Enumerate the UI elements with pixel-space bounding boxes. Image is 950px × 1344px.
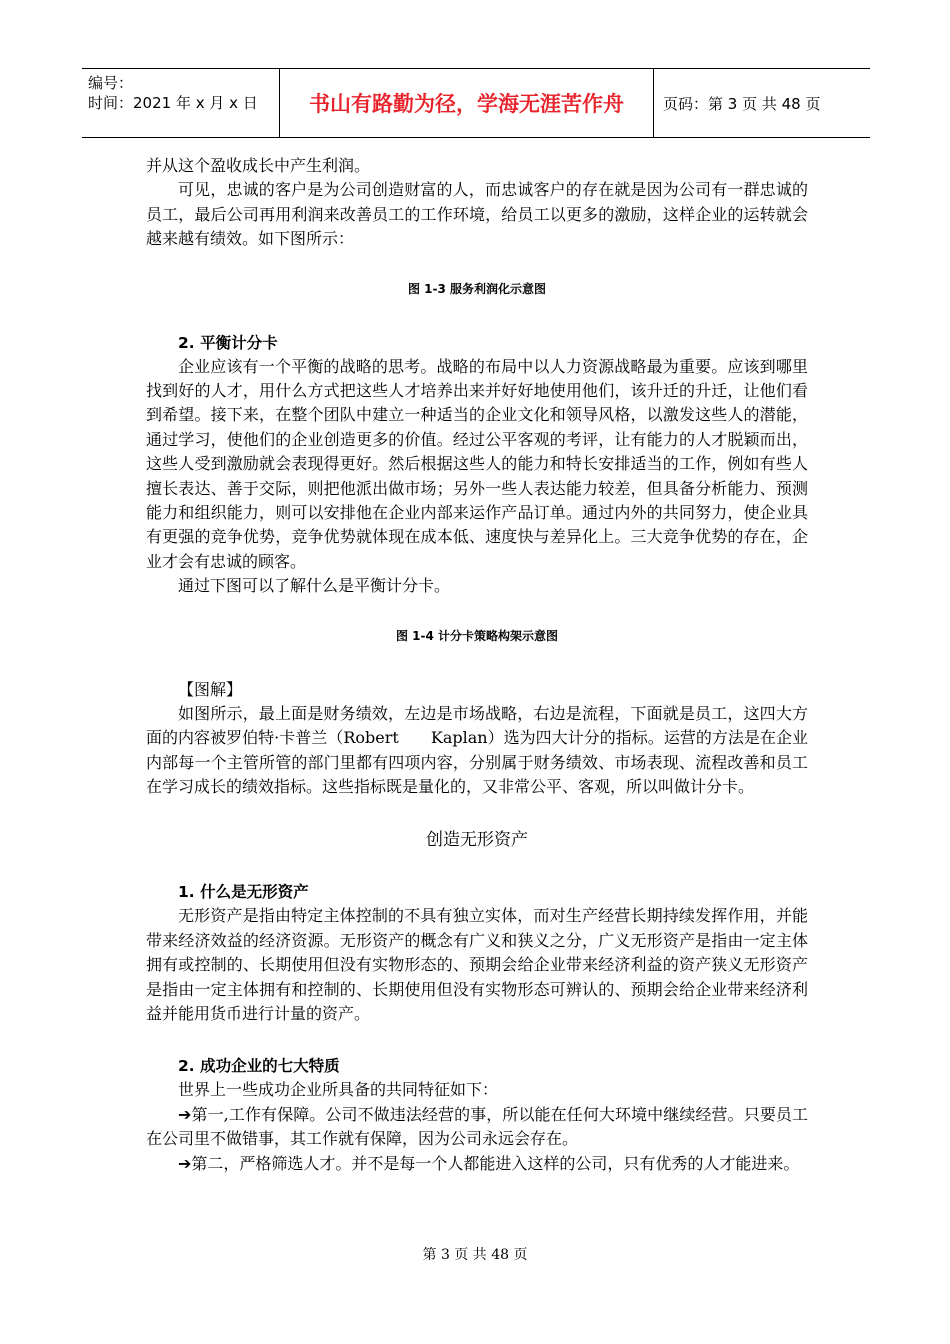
paragraph: 企业应该有一个平衡的战略的思考。战略的布局中以人力资源战略最为重要。应该到哪里找到好的人才，用什么方式把这些人才培养出来并好好地使用他们，该升迁的升迁，让他们看到希望。接下来，在整个团队中建立一种适当的企业文化和领导风格，以激发这些人的潜能，通过学习，使他们的企业创造更多的价值。经过公平客观的考评，让有能力的人才脱颖而出，这些人受到激励就会表现得更好。然后根据这些人的能力和特长安排适当的工作，例如有些人擅长表达、善于交际，则把他派出做市场；另外一些人表达能力较差，但具备分析能力、预测能力和组织能力，则可以安排他在企业内部来运作产品订单。通过内外的共同努力，使企业具有更强的竞争优势，竞争优势就体现在成本低、速度快与差异化上。三大竞争优势的存在，企业才会有忠诚的顾客。 — [146, 356, 808, 571]
date-label: 时间：2021 年 x 月 x 日 — [88, 94, 258, 112]
paragraph: 通过下图可以了解什么是平衡计分卡。 — [178, 576, 451, 596]
section-heading: 2. 平衡计分卡 — [178, 333, 278, 352]
arrow-icon: ➔ — [178, 1104, 192, 1124]
document-body — [146, 154, 808, 1176]
chapter-title: 创造无形资产 — [426, 830, 528, 851]
header-motto: 书山有路勤为径，学海无涯苦作舟 — [280, 69, 654, 137]
bullet-item — [146, 1152, 808, 1176]
page-header — [82, 68, 870, 138]
bullet-text: 第一,工作有保障。公司不做违法经营的事，所以能在任何大环境中继续经营。只要员工在公司里不做错事，其工作就有保障，因为公司永远会存在。 — [146, 1104, 808, 1149]
section-heading: 2. 成功企业的七大特质 — [178, 1057, 340, 1076]
section-heading: 1. 什么是无形资产 — [178, 883, 309, 902]
page-footer: 第 3 页 共 48 页 — [422, 1247, 528, 1263]
bullet-text: 第二，严格筛选人才。并不是每一个人都能进入这样的公司，只有优秀的人才能进来。 — [191, 1153, 800, 1173]
paragraph: 并从这个盈收成长中产生利润。 — [146, 156, 371, 175]
code-label: 编号： — [88, 74, 134, 92]
figure-caption: 图 1-4 计分卡策略构架示意图 — [395, 628, 559, 643]
paragraph: 无形资产是指由特定主体控制的不具有独立实体，而对生产经营长期持续发挥作用，并能带来经济效益的经济资源。无形资产的概念有广义和狭义之分，广义无形资产是指由一定主体拥有或控制的、长期使用但没有实物形态的、预期会给企业带来经济利益的资产狭义无形资产是指由一定主体拥有和控制的、长期使用但没有实物形态可辨认的、预期会给企业带来经济利益并能用货币进行计量的资产。 — [146, 906, 808, 1023]
paragraph: 如图所示，最上面是财务绩效，左边是市场战略，右边是流程，下面就是员工，这四大方面的内容被罗伯特·卡普兰（Robert Kaplan）选为四大计分的指标。运营的方法是在企业内部每一个主管所管的部门里都有四项内容，分别属于财务绩效、市场表现、流程改善和员工在学习成长的绩效指标。这些指标既是量化的，又非常公平、客观，所以叫做计分卡。 — [146, 703, 808, 796]
header-meta — [82, 69, 280, 137]
arrow-icon: ➔ — [178, 1153, 192, 1173]
figure-caption: 图 1-3 服务利润化示意图 — [407, 281, 547, 296]
paragraph: 世界上一些成功企业所具备的共同特征如下： — [178, 1080, 499, 1100]
header-page-info: 页码：第 3 页 共 48 页 — [663, 94, 821, 113]
paragraph: 可见，忠诚的客户是为公司创造财富的人，而忠诚客户的存在就是因为公司有一群忠诚的员工，最后公司再用利润来改善员工的工作环境，给员工以更多的激励，这样企业的运转就会越来越有绩效。如下图所示： — [146, 180, 808, 249]
diagram-explanation-heading: 【图解】 — [178, 679, 243, 699]
bullet-item — [146, 1103, 808, 1152]
